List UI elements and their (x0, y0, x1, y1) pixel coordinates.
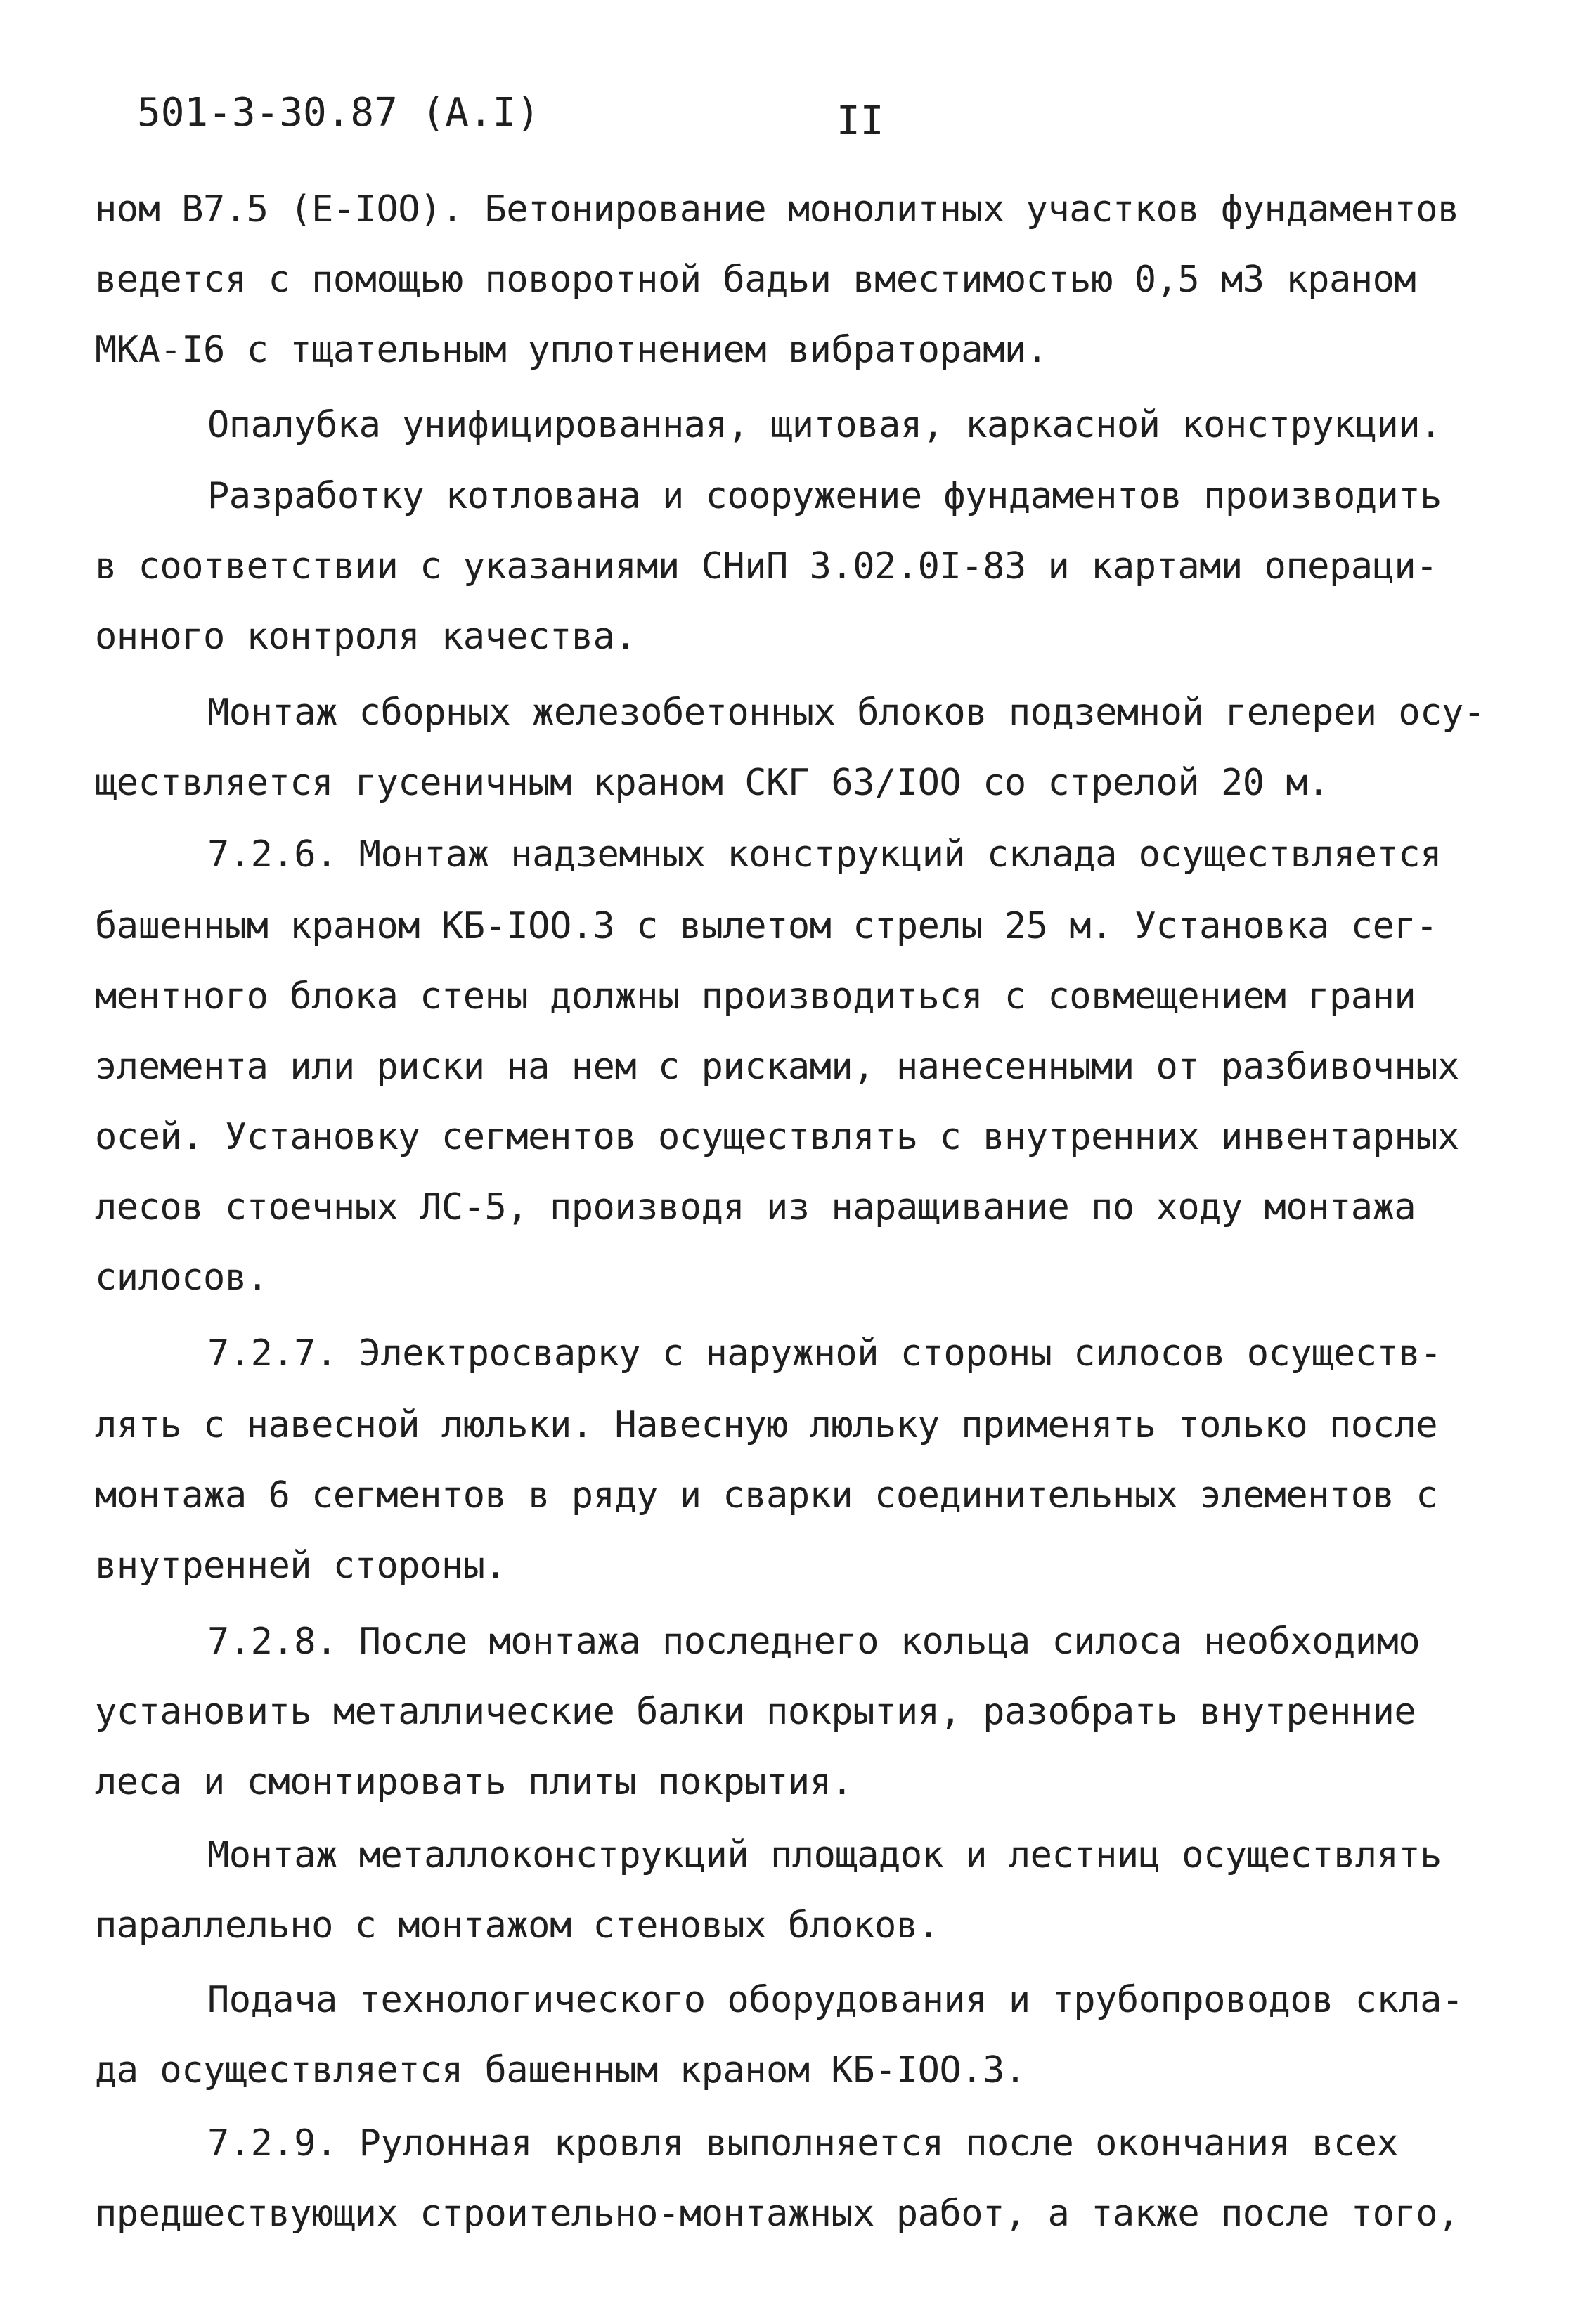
text-line: да осуществляется башенным краном КБ-IOO.3. (95, 2049, 1026, 2091)
text-line: элемента или риски на нем с рисками, нанесенными от разбивочных (95, 1046, 1459, 1088)
text-line: МКА-I6 с тщательным уплотнением вибраторами. (95, 329, 1048, 371)
text-line: силосов. (95, 1257, 269, 1299)
text-line: леса и смонтировать плиты покрытия. (95, 1761, 853, 1803)
text-line: осей. Установку сегментов осуществлять с внутренних инвентарных (95, 1116, 1459, 1158)
text-line: Монтаж сборных железобетонных блоков подземной гелереи осу- (207, 692, 1485, 734)
text-line: лять с навесной люльки. Навесную люльку применять только после (95, 1404, 1438, 1446)
text-line: Разработку котлована и сооружение фундаментов производить (207, 475, 1442, 517)
text-line: Опалубка унифицированная, щитовая, каркасной конструкции. (207, 404, 1442, 446)
text-line: монтажа 6 сегментов в ряду и сварки соединительных элементов с (95, 1474, 1438, 1517)
text-line: башенным краном КБ-IOO.3 с вылетом стрелы 25 м. Установка сег- (95, 905, 1438, 947)
text-line: ментного блока стены должны производиться с совмещением грани (95, 975, 1416, 1018)
text-line: Подача технологического оборудования и трубопроводов скла- (207, 1979, 1463, 2021)
page-number: II (836, 98, 884, 144)
text-line: параллельно с монтажом стеновых блоков. (95, 1904, 940, 1947)
document-code: 501-3-30.87 (A.I) (137, 90, 541, 136)
text-line: в соответствии с указаниями СНиП 3.02.0I-83 и картами операци- (95, 545, 1438, 588)
text-line: ном В7.5 (Е-IOO). Бетонирование монолитных участков фундаментов (95, 188, 1459, 231)
text-line: 7.2.8. После монтажа последнего кольца силоса необходимо (207, 1621, 1421, 1663)
text-line: ществляется гусеничным краном СКГ 63/IOO со стрелой 20 м. (95, 762, 1329, 804)
text-line: внутренней стороны. (95, 1545, 507, 1587)
text-line: 7.2.7. Электросварку с наружной стороны силосов осуществ- (207, 1332, 1442, 1375)
text-line: лесов стоечных ЛС-5, производя из наращивание по ходу монтажа (95, 1186, 1416, 1228)
text-line: 7.2.6. Монтаж надземных конструкций склада осуществляется (207, 833, 1442, 876)
text-line: 7.2.9. Рулонная кровля выполняется после окончания всех (207, 2122, 1399, 2164)
text-line: ведется с помощью поворотной бадьи вместимостью 0,5 м3 краном (95, 259, 1416, 301)
text-line: предшествующих строительно-монтажных работ, а также после того, (95, 2193, 1459, 2235)
text-line: установить металлические балки покрытия, разобрать внутренние (95, 1691, 1416, 1733)
text-line: Монтаж металлоконструкций площадок и лестниц осуществлять (207, 1834, 1442, 1876)
text-line: онного контроля качества. (95, 616, 637, 658)
